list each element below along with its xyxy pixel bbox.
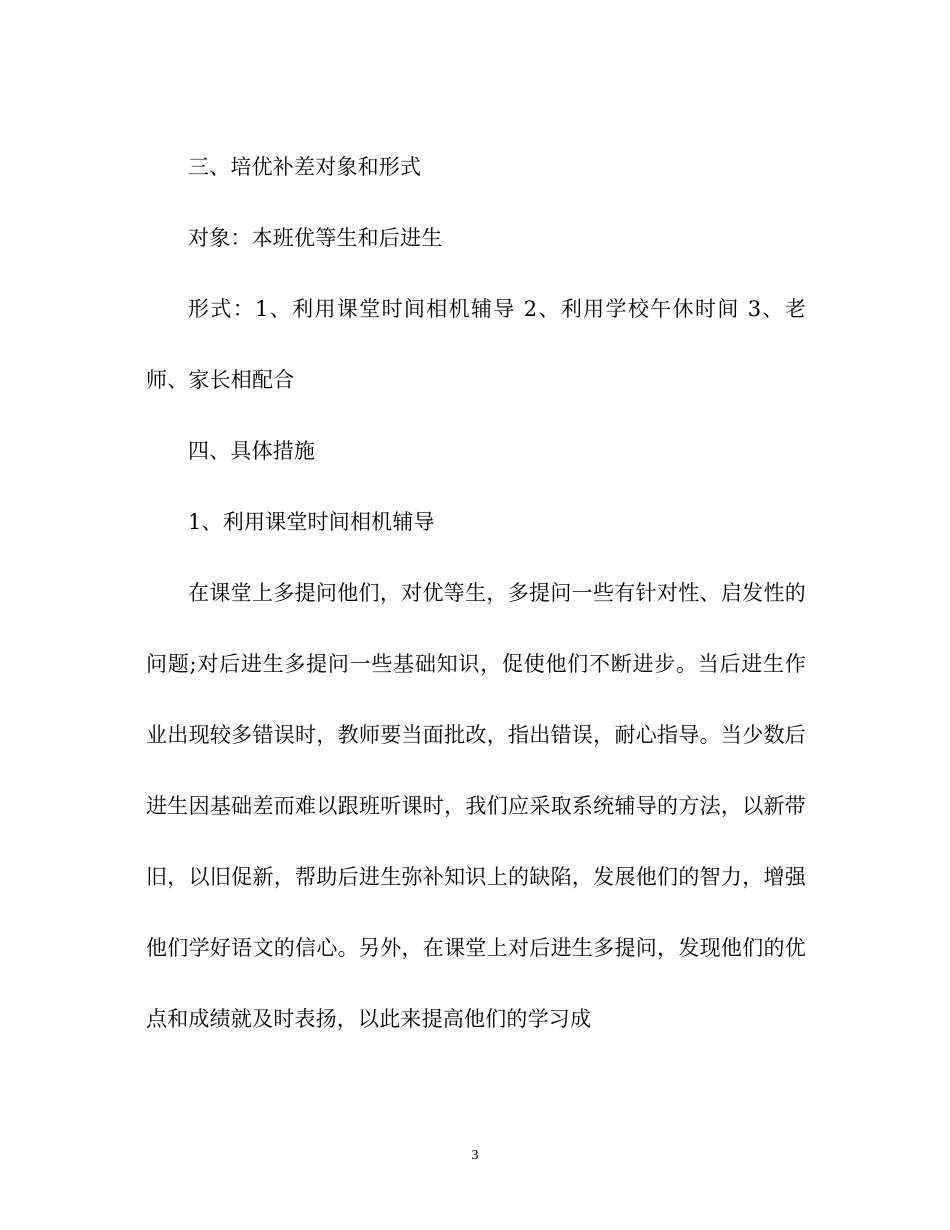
section-heading-three: 三、培优补差对象和形式 [188,155,422,179]
measure-body-paragraph: 在课堂上多提问他们，对优等生，多提问一些有针对性、启发性的问题;对后进生多提问一些基础知识，促使他们不断进步。当后进生作业出现较多错误时，教师要当面批改，指出错误，耐心指导。当少数后进生因基础差而难以跟班听课时，我们应采取系统辅导的方法，以新带旧，以旧促新，帮助后进生弥补知识上的缺陷，发展他们的智力，增强他们学好语文的信心。另外，在课堂上对后进生多提问，发现他们的优点和成绩就及时表扬，以此来提高他们的学习成 [146,581,806,1031]
page-number: 3 [471,1148,479,1163]
measure-heading-one: 1、利用课堂时间相机辅导 [188,510,435,534]
document-body [146,132,806,1055]
format-paragraph: 形式：1、利用课堂时间相机辅导 2、利用学校午休时间 3、老师、家长相配合 [146,297,806,392]
section-heading-four: 四、具体措施 [188,439,316,463]
target-paragraph: 对象：本班优等生和后进生 [188,226,443,250]
